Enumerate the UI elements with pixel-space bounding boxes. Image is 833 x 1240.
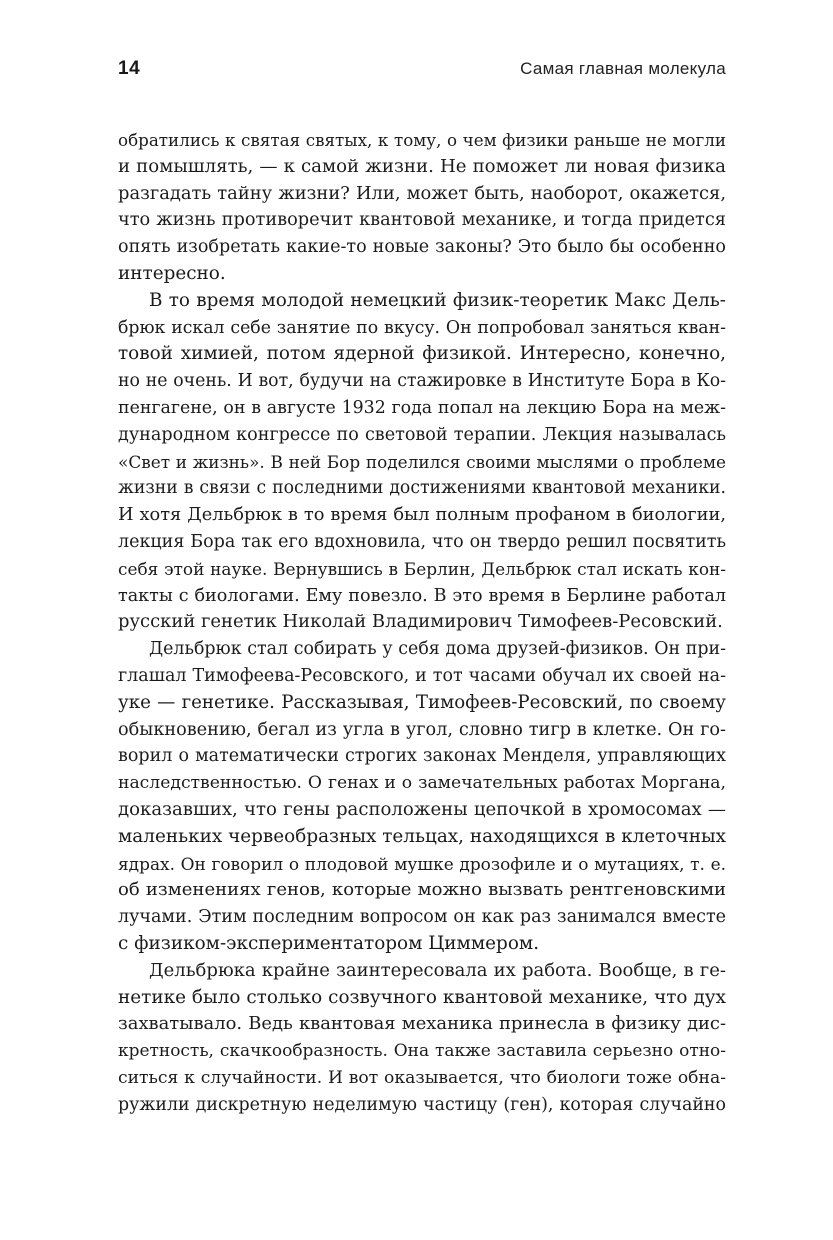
text-line: захватывало. Ведь квантовая механика принесла в физику дис- [118,1013,726,1035]
text-line: ситься к случайности. И вот оказывается, что биологи тоже обна- [118,1067,726,1088]
text-line: кретность, скачкообразность. Она также заставила серьезно отно- [118,1041,726,1062]
text-line: Дельбрюк стал собирать у себя дома друзей-физиков. Он при- [149,639,726,660]
text-line: и помышлять, — к самой жизни. Не поможет ли новая физика [118,155,726,177]
text-line: об изменениях генов, которые можно вызвать рентгеновскими [118,879,726,901]
text-line: товой химией, потом ядерной физикой. Интересно, конечно, [118,343,726,365]
running-header [118,58,726,84]
text-line: И хотя Дельбрюк в то время был полным профаном в биологии, [118,504,726,526]
book-title: Самая главная молекула [520,59,726,78]
text-line: ворил о математически строгих законах Менделя, управляющих [118,746,726,767]
text-line: опять изобретать какие-то новые законы? Это было бы особенно [118,237,726,258]
text-line: наследственностью. О генах и о замечательных работах Моргана, [118,773,726,794]
text-line: ружили дискретную неделимую частицу (ген), которая случайно [118,1094,726,1115]
text-line: доказавших, что гены расположены цепочкой в хромосомах — [118,798,726,820]
text-line: интересно. [118,262,226,284]
paragraph [118,958,726,1119]
text-line: В то время молодой немецкий физик-теоретик Макс Дель- [149,289,726,311]
text-line: маленьких червеобразных тельцах, находящихся в клеточных [118,825,726,847]
text-line: лучами. Этим последним вопросом он как раз занимался вместе [118,907,726,928]
text-line: уке — генетике. Рассказывая, Тимофеев-Ресовский, по своему [118,691,726,713]
text-line: пенгагене, он в августе 1932 года попал на лекцию Бора на меж- [118,397,726,418]
text-line: разгадать тайну жизни? Или, может быть, наоборот, окажется, [118,182,726,204]
text-line: жизни в связи с последними достижениями квантовой механики. [118,478,726,499]
page-number: 14 [118,58,141,79]
paragraph [118,636,726,958]
text-line: с физиком-экспериментатором Циммером. [118,932,540,954]
text-line: себя этой науке. Вернувшись в Берлин, Дельбрюк стал искать кон- [118,558,726,579]
text-line: брюк искал себе занятие по вкусу. Он попробовал заняться кван- [118,317,726,338]
paragraph [118,288,726,636]
text-line: обыкновению, бегал из угла в угол, словно тигр в клетке. Он го- [118,719,726,740]
text-line: обратились к святая святых, к тому, о чем физики раньше не могли [118,130,726,150]
text-line: глашал Тимофеева-Ресовского, и тот часами обучал их своей на- [118,665,726,686]
text-line: нетике было столько созвучного квантовой механике, что дух [118,986,726,1008]
text-line: русский генетик Николай Владимирович Тимофеев-Ресовский. [118,611,723,633]
text-line: ядрах. Он говорил о плодовой мушке дрозофиле и о мутациях, т. е. [118,853,726,874]
text-line: «Свет и жизнь». В ней Бор поделился своими мыслями о проблеме [118,451,726,472]
text-line: Дельбрюка крайне заинтересовала их работа. Вообще, в ге- [149,959,726,981]
text-line: такты с биологами. Ему повезло. В это время в Берлине работал [118,585,726,606]
text-line: что жизнь противоречит квантовой механике, и тогда придется [118,210,726,231]
text-line: дународном конгрессе по световой терапии. Лекция называлась [118,424,726,445]
text-line: лекция Бора так его вдохновила, что он твердо решил посвятить [118,531,726,552]
body-text [118,127,726,1118]
text-line: но не очень. И вот, будучи на стажировке в Институте Бора в Ко- [118,371,726,392]
paragraph [118,127,726,288]
